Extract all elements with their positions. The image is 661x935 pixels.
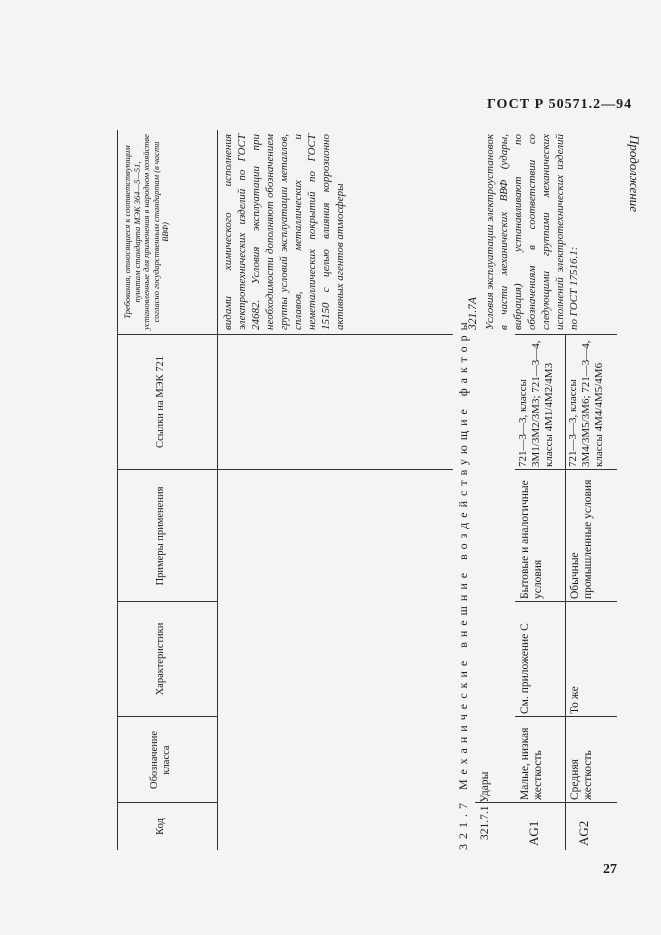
previous-note: видами химического исполнения электротехнических изделий по ГОСТ 24682. Условия эксплуатации при необходимости дополняют обозначением группы условий эксплуатации металлов, сплавов, металлических и неметаллических покрытий по ГОСТ 15150 с целью влияния коррозионно активных агентов атмосферы: [222, 134, 346, 330]
row-sep-b: [515, 716, 617, 717]
header-examples: Примеры применения: [155, 486, 166, 586]
table-row-ag2-char: То же: [569, 686, 581, 714]
header-iec-ref: Ссылки на МЭК 721: [155, 356, 166, 448]
subsection-ref: 321.7А: [467, 297, 479, 330]
rotated-table: [117, 130, 617, 850]
table-row-ag2-iec: 721—3—3, классы 3M4/3M5/3M6; 721—3—4, классы 4M4/4M5/4M6: [567, 340, 605, 467]
requirements-text: Условия эксплуатации электроустановок в части механических ВВФ (удары, вибрация) устанавливают по обозначениям в соответствии со следующими группами механических исполнений электротехнических изделий по ГОСТ 17516.1:: [484, 134, 580, 330]
document-header: ГОСТ Р 50571.2—94: [487, 97, 633, 112]
continuation-text: Продолжение: [627, 135, 642, 213]
row-sep-a: [475, 802, 617, 803]
row-divider: [565, 335, 566, 850]
table-row-ag2-class: Средняя жесткость: [569, 750, 594, 800]
subsection-heading: 321.7.1 Удары: [479, 771, 491, 840]
header-requirements: Требования, относящиеся к соответствующим пунктам стандарта МЭК 364—5—51, установленные для применения в народном хозяйстве согласно государственным стандартам (в части ВВФ): [122, 134, 170, 330]
col-sep-5: [117, 334, 217, 335]
col-sep-3: [117, 601, 217, 602]
page-number: 27: [603, 862, 617, 877]
body-sep-4: [217, 469, 453, 470]
row-sep-d: [515, 469, 617, 470]
body-sep-5: [217, 334, 453, 335]
row-sep-c: [515, 601, 617, 602]
table-row-ag2-example: Обычные промышленные условия: [569, 479, 594, 599]
col-sep-1: [117, 802, 217, 803]
table-row-ag2-code: AG2: [576, 820, 591, 846]
table-row-ag1-example: Бытовые и аналогичные условия: [519, 480, 544, 599]
header-code: Код: [155, 818, 166, 835]
table-row-ag1-code: AG1: [526, 820, 541, 846]
col-sep-2: [117, 716, 217, 717]
table-row-ag1-iec: 721—3—3, классы 3M1/3M2/3M3; 721—3—4, классы 4M1/4M2/4M3: [517, 340, 555, 467]
section-heading: 321.7 Механические внешние воздействующие факторы: [456, 317, 470, 850]
header-characteristics: Характеристики: [155, 622, 166, 696]
header-bottom-border: [217, 130, 218, 850]
row-sep-e: [515, 334, 617, 335]
continuation-label: [627, 135, 654, 230]
table-top-border: [117, 130, 118, 850]
header-class: Обозначение класса: [149, 730, 172, 790]
table-row-ag1-class: Малые, низкая жесткость: [519, 727, 544, 800]
col-sep-4: [117, 469, 217, 470]
table-row-ag1-char: См. приложение С: [519, 623, 531, 714]
